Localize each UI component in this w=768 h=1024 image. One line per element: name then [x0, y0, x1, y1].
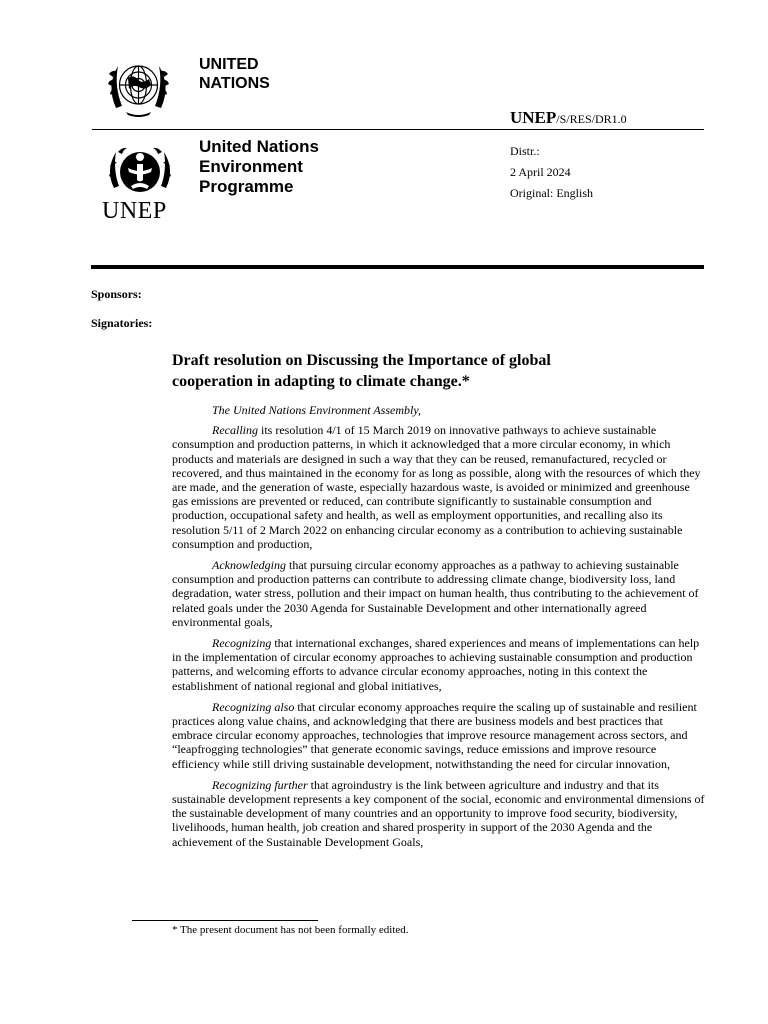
sponsors-label: Sponsors:	[91, 287, 142, 301]
title-line: cooperation in adapting to climate change.*	[172, 373, 470, 390]
paragraph-lead: Recognizing further	[212, 777, 308, 792]
signatories-label: Signatories:	[91, 316, 153, 330]
distribution-label: Distr.:	[510, 144, 540, 158]
paragraph-lead: Acknowledging	[212, 558, 286, 573]
paragraph-recognizing-also	[172, 700, 705, 771]
paragraph-recognizing-further	[172, 778, 705, 849]
org-name-line: NATIONS	[199, 75, 270, 92]
paragraph-text: that agroindustry is the link between agriculture and industry and that its sustainable development represents a key component of the social, economic and environmental dimensions of the sustainable development of many countries and an opportunity to improve food security, biodiversity, livelihoods, human health, job creation and shared prosperity in support of the 2030 Agenda and the achievement of the Sustainable Development Goals,	[172, 777, 705, 849]
resolution-body	[172, 403, 705, 856]
document-symbol-suffix: /S/RES/DR1.0	[556, 112, 627, 126]
paragraph-lead: Recognizing also	[212, 699, 295, 714]
paragraph-recalling	[172, 423, 705, 551]
org-name-line: Environment	[199, 157, 303, 176]
footnote: * The present document has not been formally edited.	[172, 924, 409, 936]
document-symbol	[510, 108, 627, 128]
paragraph-text: its resolution 4/1 of 15 March 2019 on innovative pathways to achieve sustainable consumption and production patterns, in which it acknowledged that a more circular economy, in which products and materials are designed in such a way that they can be reused, remanufactured, recycled or recovered, and thus maintained in the economy for as long as possible, along with the resources of which they are made, and the generation of waste, especially hazardous waste, is avoided or minimized and greenhouse gas emissions are prevented or reduced, can contribute significantly to sustainable consumption and production, occupational safety and health, as well as employment opportunities, and recalling also its resolution 5/11 of 2 March 2022 on enhancing circular economy as a contribution to achieving sustainable consumption and production,	[172, 423, 701, 551]
paragraph-acknowledging	[172, 558, 705, 629]
preamble	[172, 403, 705, 417]
distribution-block	[510, 141, 593, 204]
resolution-title	[172, 350, 642, 392]
org-name-unep	[199, 137, 319, 197]
header-rule	[92, 129, 704, 130]
org-name-line: Programme	[199, 177, 294, 196]
unep-emblem-icon	[100, 142, 180, 198]
footnote-rule	[132, 920, 318, 921]
unep-wordmark: UNEP	[102, 198, 167, 224]
paragraph-text: that circular economy approaches require the scaling up of sustainable and resilient practices along value chains, and acknowledging that there are business models and best practices that embrace circular economy approaches, technologies that improve resource management across sectors, and “leapfrogging technologies” that generate economic savings, reduce emissions and improve resource efficiency while still driving sustainable development, notwithstanding the need for circular innovation,	[172, 699, 697, 771]
original-language: Original: English	[510, 186, 593, 200]
un-emblem-icon	[100, 54, 177, 120]
org-name-united-nations	[199, 55, 270, 93]
title-line: Draft resolution on Discussing the Importance of global	[172, 352, 551, 369]
document-symbol-prefix: UNEP	[510, 108, 557, 127]
header-thick-rule	[91, 265, 704, 269]
paragraph-text: that pursuing circular economy approaches as a pathway to achieving sustainable consumption and production patterns can contribute to addressing climate change, biodiversity loss, land degradation, water stress, pollution and their impact on human health, thus contributing to the achievement of related goals under the 2030 Agenda for Sustainable Development and other internationally agreed environmental goals,	[172, 558, 699, 629]
paragraph-recognizing	[172, 636, 705, 693]
org-name-line: United Nations	[199, 137, 319, 156]
paragraph-lead: Recognizing	[212, 636, 272, 651]
document-date: 2 April 2024	[510, 165, 571, 179]
preamble-text: The United Nations Environment Assembly,	[212, 403, 421, 417]
paragraph-text: that international exchanges, shared experiences and means of implementations can help in the implementation of circular economy approaches to achieving sustainable consumption and production patterns, and welcoming efforts to advance circular economy approaches, noting in this context the establishment of national regional and global initiatives,	[172, 636, 700, 693]
paragraph-lead: Recalling	[212, 423, 258, 438]
org-name-line: UNITED	[199, 56, 259, 73]
